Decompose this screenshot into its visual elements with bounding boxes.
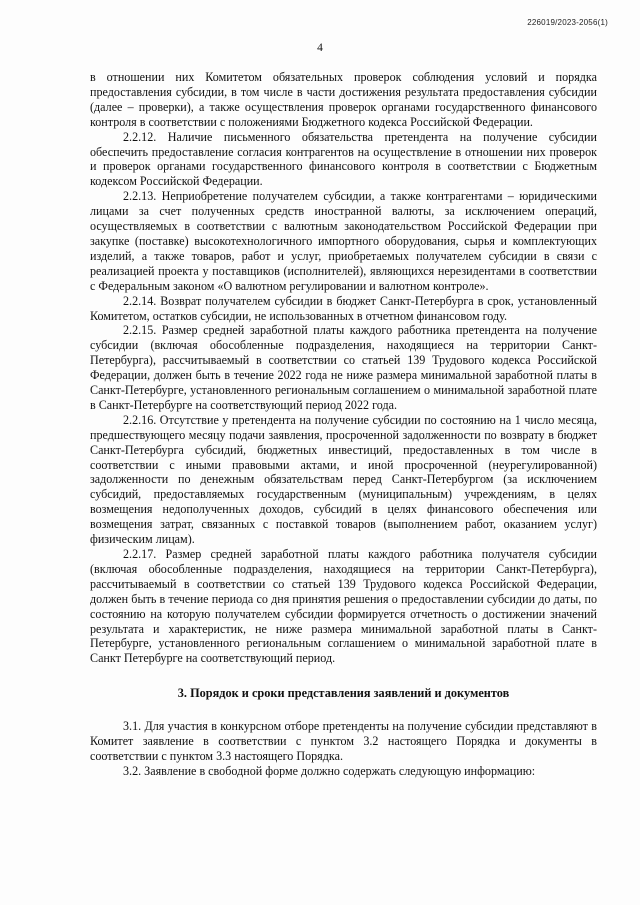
section-3-heading: 3. Порядок и сроки представления заявлений и документов	[177, 686, 510, 701]
document-body	[90, 70, 597, 779]
document-number: 226019/2023-2056(1)	[527, 18, 608, 27]
paragraph-2-2-14: 2.2.14. Возврат получателем субсидии в бюджет Санкт-Петербурга в срок, установленный Комитетом, остатков субсидии, не использованных в отчетном финансовом году.	[90, 293, 597, 323]
paragraph-2-2-15: 2.2.15. Размер средней заработной платы каждого работника претендента на получение субсидии (включая обособленные подразделения, находящиеся на территории Санкт-Петербурга), рассчитываемый в соответствии со статьей 139 Трудового кодекса Российской Федерации, должен быть в течение 2022 года не ниже размера минимальной заработной платы в Санкт-Петербурге, установленного региональным соглашением о минимальной заработной плате в Санкт-Петербурге на соответствующий период 2022 года.	[90, 323, 597, 412]
paragraph-3-2: 3.2. Заявление в свободной форме должно содержать следующую информацию:	[123, 763, 536, 778]
paragraph-continuation: в отношении них Комитетом обязательных проверок соблюдения условий и порядка предоставления субсидии, в том числе в части достижения результата предоставления субсидии (далее – проверки), а также осуществления проверок органами государственного финансового контроля в соответствии с положениями Бюджетного кодекса Российской Федерации.	[90, 70, 597, 129]
page-number: 4	[317, 42, 323, 54]
paragraph-2-2-16: 2.2.16. Отсутствие у претендента на получение субсидии по состоянию на 1 число месяца, предшествующего месяцу подачи заявления, просроченной задолженности по возврату в бюджет Санкт-Петербурга субсидий, бюджетных инвестиций, предоставленных в том числе в соответствии с иными правовыми актами, и иной просроченной (неурегулированной) задолженности по денежным обязательствам перед Санкт-Петербургом (за исключением субсидий, предоставляемых государственным (муниципальным) учреждениям, в целях возмещения недополученных доходов, субсидий в целях финансового обеспечения или возмещения затрат, связанных с поставкой товаров (выполнением работ, оказанием услуг) физическим лицам).	[90, 412, 597, 547]
paragraph-2-2-12: 2.2.12. Наличие письменного обязательства претендента на получение субсидии обеспечить предоставление согласия контрагентов на осуществление в отношении них проверок и проверок органами государственного финансового контроля в соответствии с Бюджетным кодексом Российской Федерации.	[90, 129, 597, 189]
paragraph-2-2-17: 2.2.17. Размер средней заработной платы каждого работника получателя субсидии (включая обособленные подразделения, находящиеся на территории Санкт-Петербурга), рассчитываемый в соответствии со статьей 139 Трудового кодекса Российской Федерации, должен быть в течение периода со дня принятия решения о предоставлении субсидии до даты, по состоянию на которую получателем субсидии формируется отчетность о достижении значений результата и характеристик, не ниже размера минимальной заработной платы в Санкт-Петербурге, установленного региональным соглашением о минимальной заработной плате в Санкт Петербурге на соответствующий период.	[90, 547, 597, 666]
paragraph-2-2-13: 2.2.13. Неприобретение получателем субсидии, а также контрагентами – юридическими лицами за счет полученных средств иностранной валюты, за исключением операций, осуществляемых в соответствии с валютным законодательством Российской Федерации при закупке (поставке) высокотехнологичного импортного оборудования, сырья и комплектующих изделий, а также товаров, работ и услуг, приобретаемых получателем субсидии в связи с реализацией проекта у поставщиков (исполнителей), являющихся нерезидентами в соответствии с Федеральным законом «О валютном регулировании и валютном контроле».	[90, 189, 597, 293]
paragraph-3-1: 3.1. Для участия в конкурсном отборе претенденты на получение субсидии представляют в Комитет заявление в соответствии с пунктом 3.2 настоящего Порядка и документы в соответствии с пунктом 3.3 настоящего Порядка.	[90, 719, 597, 764]
